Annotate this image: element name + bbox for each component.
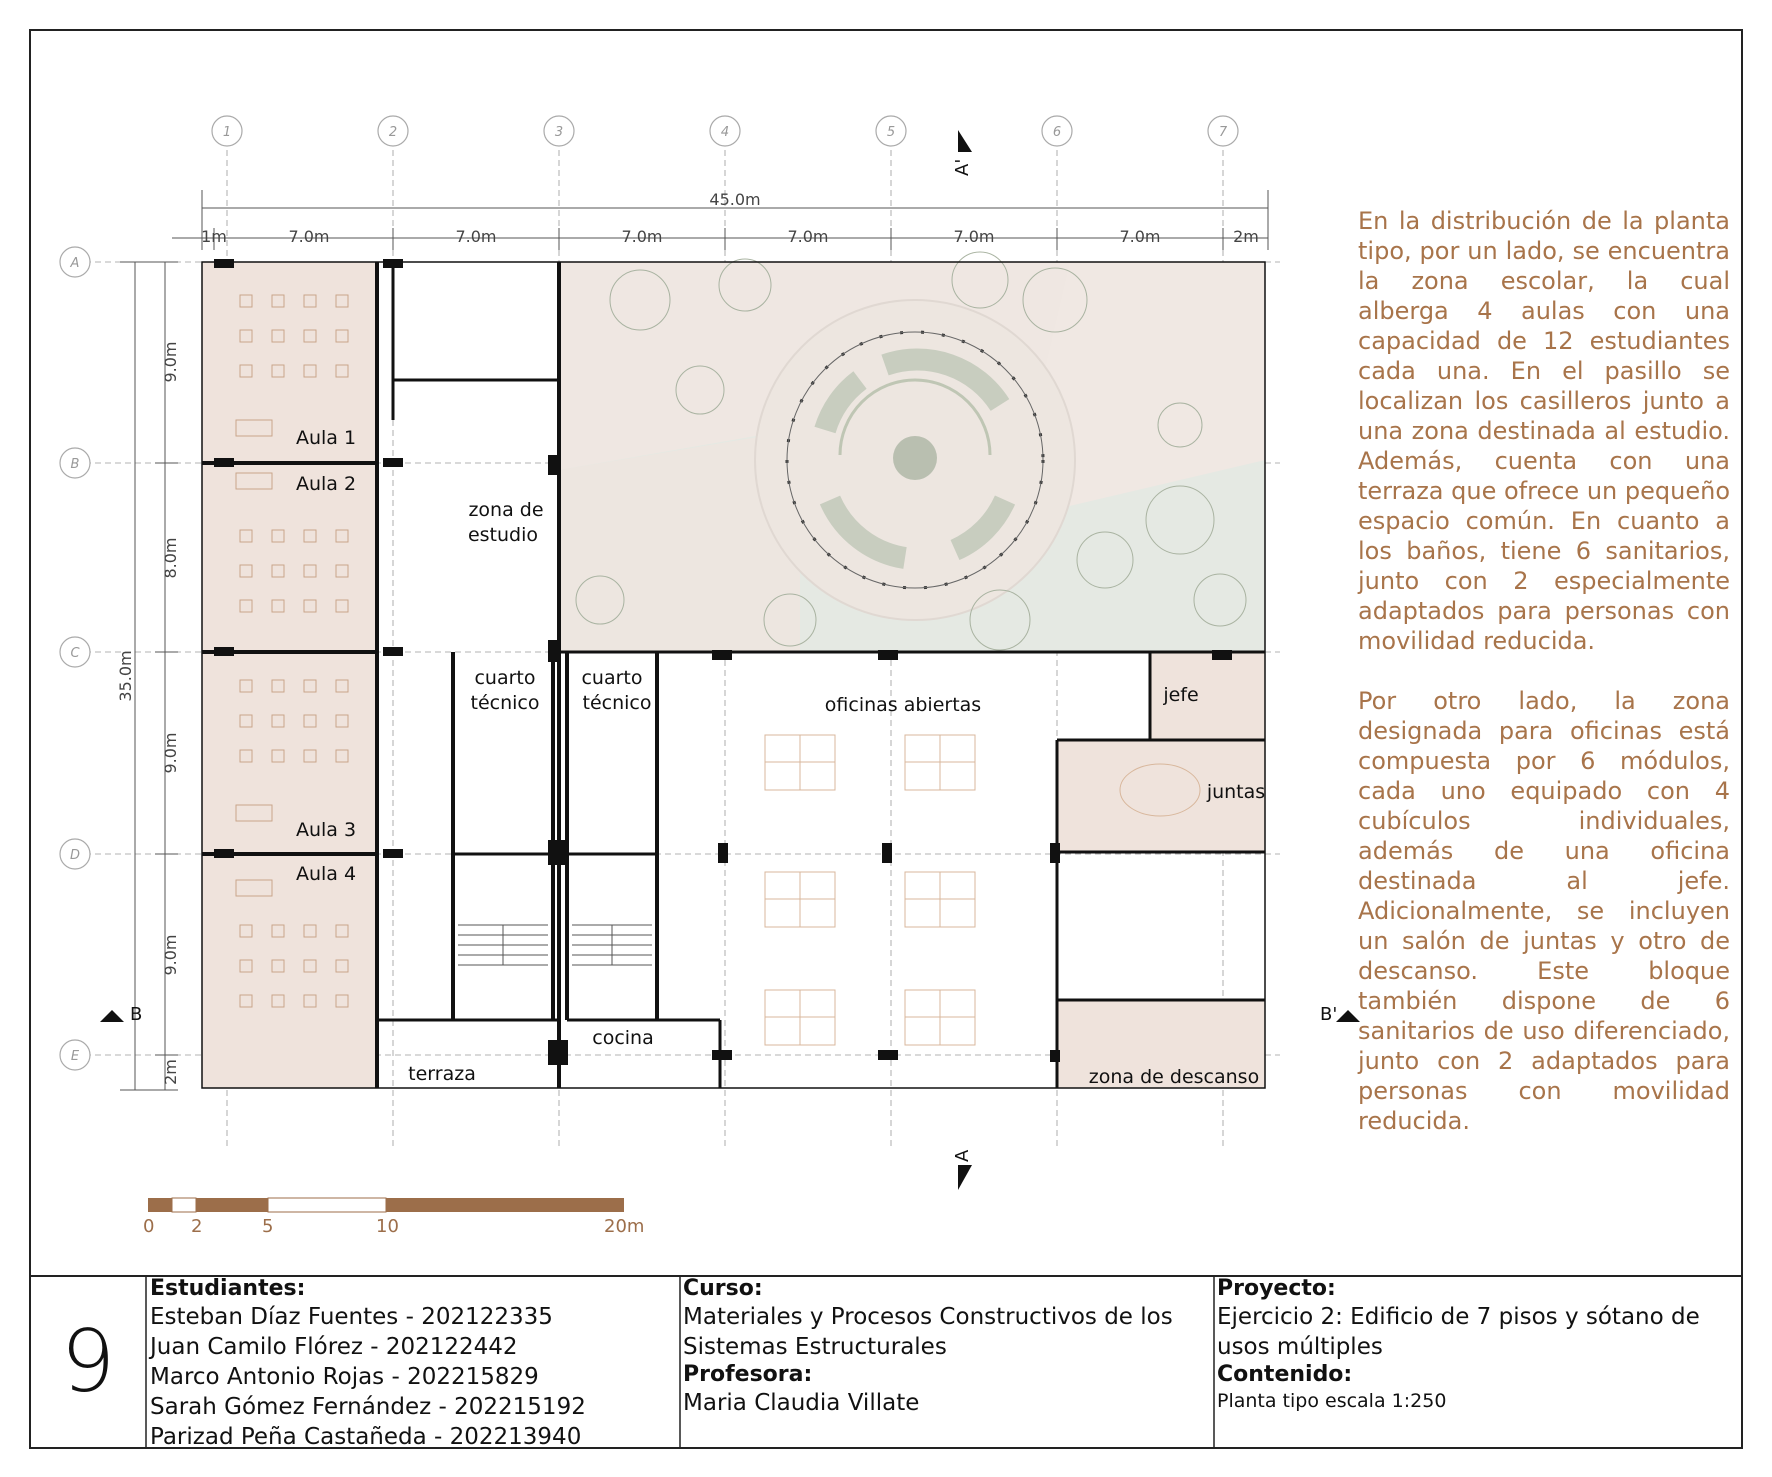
student-name: Parizad Peña Castañeda - 202213940 <box>150 1424 582 1450</box>
dimension-label: 1m <box>201 227 227 246</box>
room-label: técnico <box>582 692 652 714</box>
room-label: Aula 3 <box>295 819 357 841</box>
dimension-label: 7.0m <box>621 227 663 246</box>
grid-label-row: E <box>70 1049 80 1064</box>
room-label: zona de <box>468 499 544 521</box>
section-label-a-bottom: A <box>952 1149 973 1162</box>
room-fills <box>202 262 1265 1088</box>
students-label: Estudiantes: <box>150 1276 306 1301</box>
dimension-label: 7.0m <box>1119 227 1161 246</box>
dimension-label: 2m <box>1233 227 1259 246</box>
room-label: técnico <box>470 692 540 714</box>
content-value: Planta tipo escala 1:250 <box>1217 1390 1447 1412</box>
grid-label-col: 4 <box>720 125 730 140</box>
project-name: Ejercicio 2: Edificio de 7 pisos y sótano de <box>1217 1304 1700 1330</box>
grid-label-row: C <box>70 646 80 661</box>
section-label-b-left: B <box>130 1004 143 1025</box>
grid-label-row: D <box>69 848 81 863</box>
section-label-a-top: A' <box>952 158 973 176</box>
dimension-label: 7.0m <box>953 227 995 246</box>
project-name: usos múltiples <box>1217 1334 1383 1360</box>
courtyard <box>755 300 1075 620</box>
student-name: Juan Camilo Flórez - 202122442 <box>150 1334 518 1360</box>
description-paragraph: En la distribución de la planta tipo, por un lado, se encuentra la zona escolar, la cual alberga 4 aulas con una capacidad de 12 estudiantes cada una. En el pasillo se localizan los casilleros junto a una zona destinada al estudio. Además, cuenta con una terraza que ofrece un pequeño espacio común. En cuanto a los baños, tiene 6 sanitarios, junto con 2 especialmente adaptados para personas con movilidad reducida. <box>1358 207 1730 655</box>
dimension-label: 7.0m <box>288 227 330 246</box>
professor-label: Profesora: <box>683 1362 813 1387</box>
room-label: Aula 2 <box>295 473 357 495</box>
scale-label: 20m <box>604 1216 645 1237</box>
room-label: estudio <box>467 524 539 546</box>
project-block <box>1217 1276 1739 1414</box>
student-name: Esteban Díaz Fuentes - 202122335 <box>150 1304 553 1330</box>
student-name: Marco Antonio Rojas - 202215829 <box>150 1364 539 1390</box>
sheet-number: 9 <box>60 1312 116 1412</box>
description-text <box>1358 206 1730 1166</box>
dimension-label: 2m <box>161 1059 180 1085</box>
room-label: cocina <box>592 1027 654 1049</box>
grid-label-col: 1 <box>222 125 232 140</box>
course-name: Materiales y Procesos Constructivos de los <box>683 1304 1173 1330</box>
dimension-label: 8.0m <box>161 537 180 579</box>
room-label: juntas <box>1206 781 1266 803</box>
scale-label: 2 <box>191 1216 203 1237</box>
scale-label: 10 <box>376 1216 399 1237</box>
scale-label: 0 <box>143 1216 155 1237</box>
course-label: Curso: <box>683 1276 763 1301</box>
grid-label-col: 5 <box>886 125 896 140</box>
dimension-label: 9.0m <box>161 732 180 774</box>
dimension-label: 7.0m <box>787 227 829 246</box>
grid-label-col: 3 <box>554 125 564 140</box>
room-label: cuarto <box>581 667 643 689</box>
room-label: Aula 4 <box>295 863 357 885</box>
dimension-label: 7.0m <box>455 227 497 246</box>
course-name: Sistemas Estructurales <box>683 1334 947 1360</box>
room-label: jefe <box>1163 684 1199 706</box>
description-paragraph: Por otro lado, la zona designada para oficinas está compuesta por 6 módulos, cada uno equipado con 4 cubículos individuales, además de una oficina destinada al jefe. Adicionalmente, se incluyen un salón de juntas y otro de descanso. Este bloque también dispone de 6 sanitarios de uso diferenciado, junto con 2 adaptados para personas con movilidad reducida. <box>1358 687 1730 1135</box>
student-name: Sarah Gómez Fernández - 202215192 <box>150 1394 586 1420</box>
room-label: oficinas abiertas <box>824 694 982 716</box>
room-label: cuarto <box>474 667 536 689</box>
grid-label-col: 7 <box>1218 125 1228 140</box>
students-block <box>150 1276 675 1452</box>
content-label: Contenido: <box>1217 1362 1353 1387</box>
dimension-total-width: 45.0m <box>709 190 761 209</box>
grid-label-row: B <box>70 457 80 472</box>
professor-name: Maria Claudia Villate <box>683 1390 920 1416</box>
scale-bar <box>148 1198 624 1212</box>
grid-label-col: 6 <box>1052 125 1062 140</box>
room-label: terraza <box>408 1063 476 1085</box>
grid-label-row: A <box>70 256 80 271</box>
project-label: Proyecto: <box>1217 1276 1336 1301</box>
room-label: Aula 1 <box>295 427 357 449</box>
section-label-b-right: B' <box>1320 1004 1338 1025</box>
grid-label-col: 2 <box>388 125 398 140</box>
course-block <box>683 1276 1211 1418</box>
dimension-total-height: 35.0m <box>116 650 135 702</box>
dimension-label: 9.0m <box>161 934 180 976</box>
scale-label: 5 <box>262 1216 274 1237</box>
dimension-label: 9.0m <box>161 341 180 383</box>
room-label: zona de descanso <box>1088 1066 1260 1088</box>
